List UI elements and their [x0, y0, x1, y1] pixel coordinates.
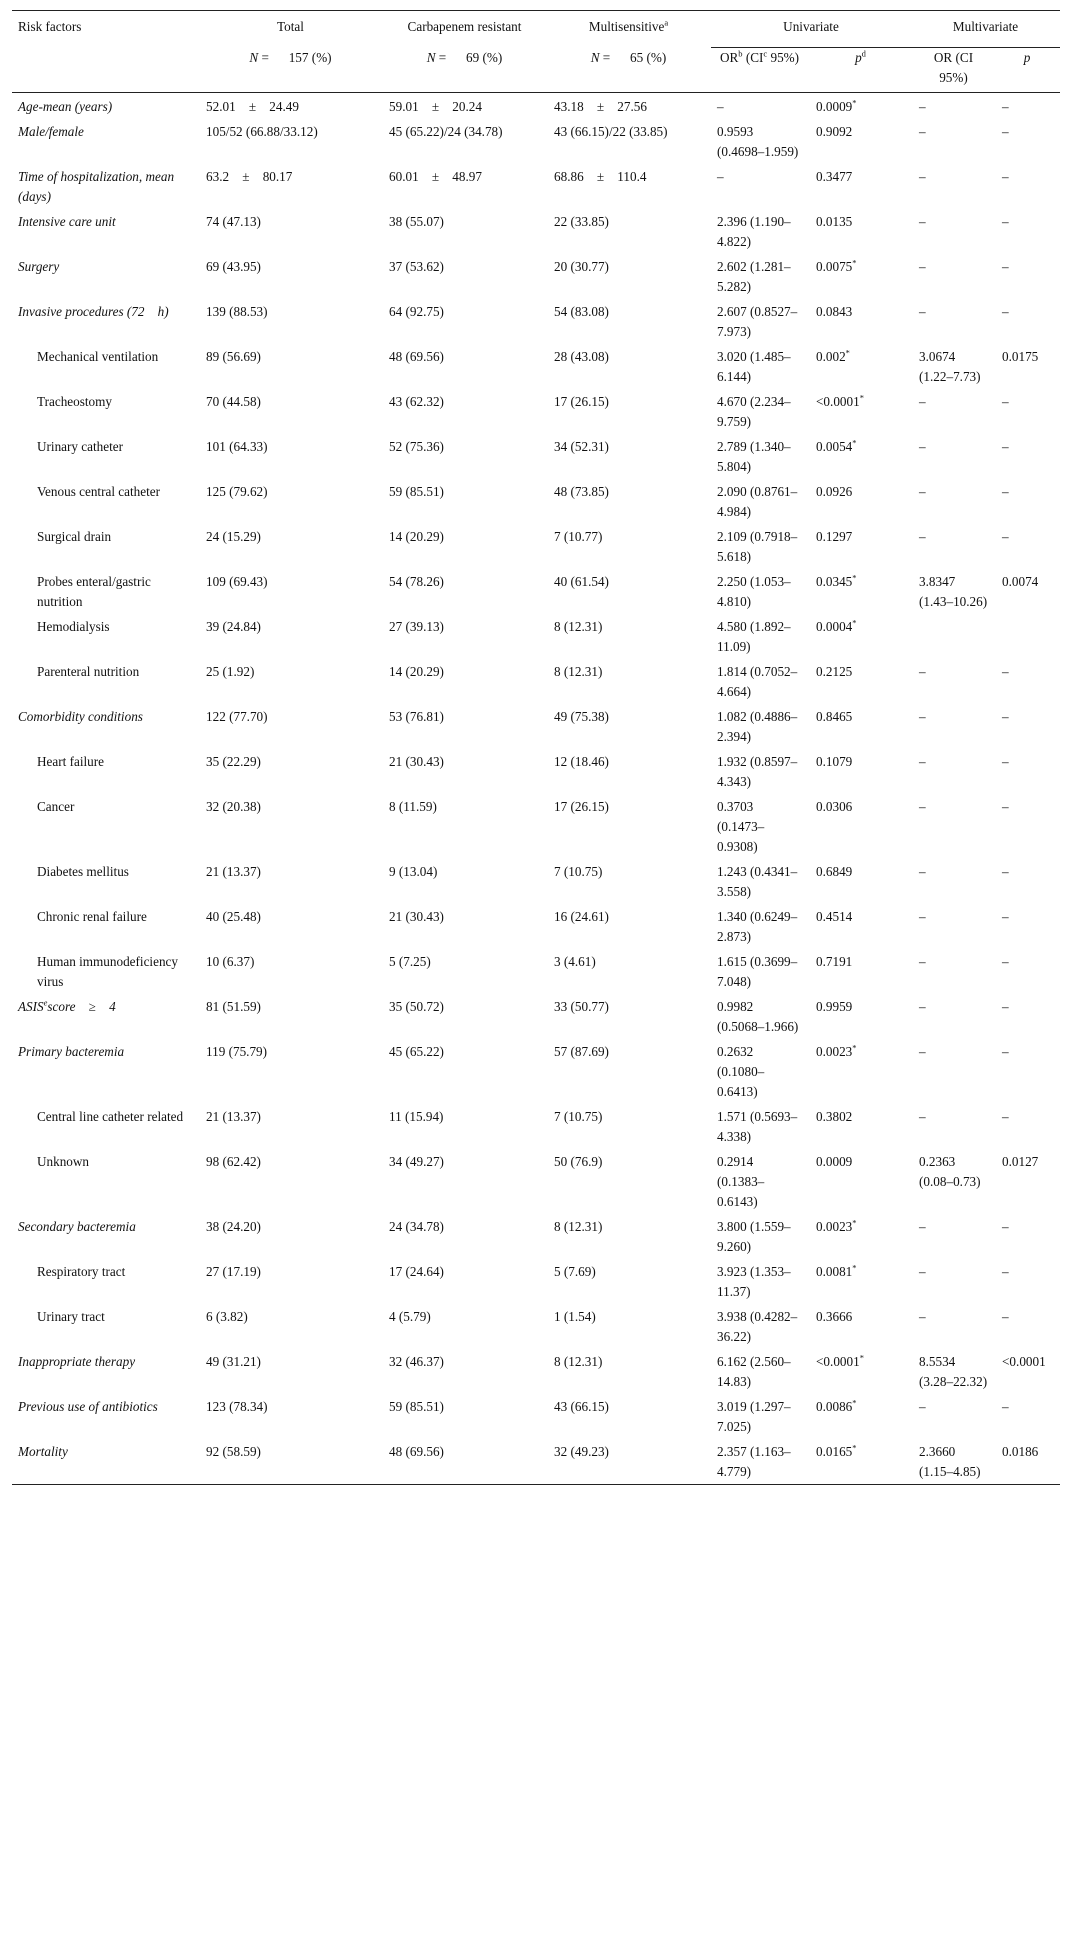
cell-p-value: 0.0004* [816, 617, 857, 634]
row-label: Intensive care unit [18, 214, 116, 229]
cell-mv-or-ci: – [919, 304, 926, 319]
row-label: Primary bacteremia [18, 1044, 125, 1059]
cell-mv-p: – [1002, 439, 1009, 454]
cell-p-value: 0.0306 [816, 799, 853, 814]
cell-multisensitive: 7 (10.75) [554, 1109, 603, 1124]
cell-or-ci: 6.162 (2.560–14.83) [717, 1354, 791, 1389]
header-mv-or-ci: OR (CI 95%) [913, 48, 996, 93]
row-label: Human immunodeficiency virus [37, 954, 182, 989]
cell-p-value: 0.0165* [816, 1442, 857, 1459]
cell-or-ci: 4.670 (2.234–9.759) [717, 394, 791, 429]
cell-p-value: 0.4514 [816, 909, 853, 924]
cell-multisensitive: 33 (50.77) [554, 999, 609, 1014]
cell-total: 125 (79.62) [206, 484, 268, 499]
cell-multisensitive: 34 (52.31) [554, 439, 609, 454]
cell-total: 89 (56.69) [206, 349, 261, 364]
cell-mv-p: – [1002, 1309, 1009, 1324]
cell-multisensitive: 43 (66.15) [554, 1399, 609, 1414]
header-n-carbapenem: N = 69 (%) [383, 48, 548, 93]
cell-mv-or-ci: – [919, 1044, 926, 1059]
row-label: Inappropriate therapy [18, 1354, 136, 1369]
row-label: Central line catheter related [37, 1109, 184, 1124]
cell-mv-p: – [1002, 1264, 1009, 1279]
cell-carbapenem: 14 (20.29) [389, 664, 444, 679]
cell-total: 38 (24.20) [206, 1219, 261, 1234]
table-row [12, 209, 1060, 254]
cell-multisensitive: 57 (87.69) [554, 1044, 609, 1059]
cell-carbapenem: 52 (75.36) [389, 439, 444, 454]
cell-carbapenem: 45 (65.22)/24 (34.78) [389, 124, 503, 139]
row-label: Mechanical ventilation [37, 349, 159, 364]
cell-mv-p: – [1002, 304, 1009, 319]
cell-or-ci: 3.938 (0.4282–36.22) [717, 1309, 798, 1344]
cell-mv-or-ci: – [919, 1109, 926, 1124]
cell-p-value: 0.2125 [816, 664, 853, 679]
cell-carbapenem: 59.01 ± 20.24 [389, 99, 482, 114]
cell-mv-or-ci: – [919, 709, 926, 724]
cell-total: 92 (58.59) [206, 1444, 261, 1459]
cell-or-ci: 0.2632 (0.1080–0.6413) [717, 1044, 765, 1099]
cell-multisensitive: 17 (26.15) [554, 799, 609, 814]
cell-carbapenem: 21 (30.43) [389, 909, 444, 924]
header-blank [12, 48, 200, 93]
cell-p-value: 0.9092 [816, 124, 853, 139]
risk-factors-table [12, 10, 1060, 1485]
cell-p-value: 0.1297 [816, 529, 853, 544]
cell-mv-or-ci: 0.2363 (0.08–0.73) [919, 1154, 981, 1189]
cell-carbapenem: 54 (78.26) [389, 574, 444, 589]
cell-or-ci: 1.932 (0.8597–4.343) [717, 754, 798, 789]
cell-or-ci: 2.602 (1.281–5.282) [717, 259, 791, 294]
cell-mv-p: 0.0175 [1002, 349, 1039, 364]
cell-carbapenem: 17 (24.64) [389, 1264, 444, 1279]
row-label: Probes enteral/gastric nutrition [37, 574, 155, 609]
cell-total: 69 (43.95) [206, 259, 261, 274]
cell-or-ci: 2.090 (0.8761–4.984) [717, 484, 798, 519]
cell-multisensitive: 3 (4.61) [554, 954, 596, 969]
cell-p-value: <0.0001* [816, 392, 864, 409]
cell-mv-p: – [1002, 169, 1009, 184]
header-univariate: Univariate [711, 11, 913, 48]
cell-total: 40 (25.48) [206, 909, 261, 924]
cell-carbapenem: 32 (46.37) [389, 1354, 444, 1369]
table-row [12, 1104, 1060, 1149]
cell-multisensitive: 48 (73.85) [554, 484, 609, 499]
cell-mv-or-ci: – [919, 1264, 926, 1279]
cell-carbapenem: 59 (85.51) [389, 1399, 444, 1414]
cell-multisensitive: 50 (76.9) [554, 1154, 603, 1169]
row-label: Surgical drain [37, 529, 112, 544]
cell-or-ci: 2.789 (1.340–5.804) [717, 439, 791, 474]
row-label: Parenteral nutrition [37, 664, 140, 679]
cell-mv-p: 0.0127 [1002, 1154, 1039, 1169]
cell-mv-or-ci: – [919, 99, 926, 114]
table-row [12, 93, 1060, 120]
table-row [12, 1439, 1060, 1485]
cell-or-ci: 3.019 (1.297–7.025) [717, 1399, 791, 1434]
cell-mv-p: – [1002, 999, 1009, 1014]
cell-mv-p: <0.0001 [1002, 1354, 1046, 1369]
table-row [12, 659, 1060, 704]
cell-or-ci: 1.243 (0.4341–3.558) [717, 864, 798, 899]
cell-multisensitive: 8 (12.31) [554, 619, 603, 634]
cell-p-value: 0.0081* [816, 1262, 857, 1279]
cell-carbapenem: 5 (7.25) [389, 954, 431, 969]
cell-mv-p: – [1002, 909, 1009, 924]
header-p-value: $p^d$ [810, 48, 913, 93]
cell-total: 35 (22.29) [206, 754, 261, 769]
cell-total: 101 (64.33) [206, 439, 268, 454]
row-label: Hemodialysis [37, 619, 110, 634]
cell-multisensitive: 16 (24.61) [554, 909, 609, 924]
cell-total: 63.2 ± 80.17 [206, 169, 293, 184]
cell-mv-p: – [1002, 799, 1009, 814]
cell-or-ci: 1.082 (0.4886–2.394) [717, 709, 798, 744]
row-label: Cancer [37, 799, 75, 814]
cell-multisensitive: 28 (43.08) [554, 349, 609, 364]
table-row [12, 254, 1060, 299]
cell-carbapenem: 11 (15.94) [389, 1109, 444, 1124]
header-mv-p: p [996, 48, 1060, 93]
table-row [12, 1149, 1060, 1214]
cell-mv-or-ci: – [919, 664, 926, 679]
cell-mv-p: – [1002, 1044, 1009, 1059]
cell-multisensitive: 20 (30.77) [554, 259, 609, 274]
table-row [12, 614, 1060, 659]
cell-multisensitive: 17 (26.15) [554, 394, 609, 409]
cell-p-value: <0.0001* [816, 1352, 864, 1369]
header-n-multisensitive: N = 65 (%) [548, 48, 711, 93]
row-label: ASIS$^e$score ≥ 4 [18, 997, 116, 1014]
cell-p-value: 0.0009 [816, 1154, 853, 1169]
cell-multisensitive: 40 (61.54) [554, 574, 609, 589]
cell-multisensitive: 7 (10.75) [554, 864, 603, 879]
row-label: Comorbidity conditions [18, 709, 143, 724]
cell-carbapenem: 64 (92.75) [389, 304, 444, 319]
cell-total: 25 (1.92) [206, 664, 255, 679]
cell-total: 109 (69.43) [206, 574, 268, 589]
cell-or-ci: 0.3703 (0.1473–0.9308) [717, 799, 765, 854]
cell-total: 81 (51.59) [206, 999, 261, 1014]
cell-mv-or-ci: – [919, 999, 926, 1014]
cell-multisensitive: 8 (12.31) [554, 664, 603, 679]
table-row [12, 164, 1060, 209]
cell-total: 139 (88.53) [206, 304, 268, 319]
table-row [12, 1259, 1060, 1304]
cell-mv-or-ci: – [919, 1399, 926, 1414]
cell-total: 49 (31.21) [206, 1354, 261, 1369]
cell-total: 123 (78.34) [206, 1399, 268, 1414]
row-label: Heart failure [37, 754, 104, 769]
cell-p-value: 0.0135 [816, 214, 853, 229]
cell-p-value: 0.0075* [816, 257, 857, 274]
row-label: Previous use of antibiotics [18, 1399, 158, 1414]
header-multivariate: Multivariate [913, 11, 1060, 48]
cell-mv-or-ci: – [919, 439, 926, 454]
cell-p-value: 0.6849 [816, 864, 853, 879]
table-body [12, 93, 1060, 1485]
header-n-total: N = 157 (%) [200, 48, 383, 93]
cell-multisensitive: 12 (18.46) [554, 754, 609, 769]
cell-mv-p: – [1002, 709, 1009, 724]
cell-total: 32 (20.38) [206, 799, 261, 814]
header-risk-factors: Risk factors [18, 19, 82, 34]
cell-carbapenem: 53 (76.81) [389, 709, 444, 724]
table-row [12, 1304, 1060, 1349]
cell-carbapenem: 38 (55.07) [389, 214, 444, 229]
cell-p-value: 0.3477 [816, 169, 853, 184]
cell-carbapenem: 27 (39.13) [389, 619, 444, 634]
cell-p-value: 0.0843 [816, 304, 853, 319]
cell-multisensitive: 43.18 ± 27.56 [554, 99, 647, 114]
cell-total: 27 (17.19) [206, 1264, 261, 1279]
row-label: Venous central catheter [37, 484, 161, 499]
cell-multisensitive: 43 (66.15)/22 (33.85) [554, 124, 668, 139]
cell-carbapenem: 60.01 ± 48.97 [389, 169, 482, 184]
table-row [12, 859, 1060, 904]
cell-total: 74 (47.13) [206, 214, 261, 229]
header-carbapenem: Carbapenem resistant [407, 19, 522, 34]
table-row [12, 749, 1060, 794]
cell-mv-or-ci: 8.5534 (3.28–22.32) [919, 1354, 988, 1389]
cell-p-value: 0.9959 [816, 999, 853, 1014]
cell-carbapenem: 59 (85.51) [389, 484, 444, 499]
cell-total: 21 (13.37) [206, 864, 261, 879]
cell-mv-or-ci: – [919, 1309, 926, 1324]
cell-carbapenem: 14 (20.29) [389, 529, 444, 544]
table-row [12, 299, 1060, 344]
cell-multisensitive: 8 (12.31) [554, 1354, 603, 1369]
cell-mv-or-ci: 3.0674 (1.22–7.73) [919, 349, 981, 384]
table-row [12, 949, 1060, 994]
cell-mv-or-ci: 2.3660 (1.15–4.85) [919, 1444, 981, 1479]
cell-carbapenem: 34 (49.27) [389, 1154, 444, 1169]
cell-or-ci: 0.9593 (0.4698–1.959) [717, 124, 799, 159]
cell-mv-or-ci: – [919, 529, 926, 544]
cell-mv-p: – [1002, 259, 1009, 274]
cell-mv-or-ci: – [919, 394, 926, 409]
row-label: Secondary bacteremia [18, 1219, 136, 1234]
cell-p-value: 0.0009* [816, 97, 857, 114]
cell-or-ci: 0.9982 (0.5068–1.966) [717, 999, 799, 1034]
cell-mv-p: 0.0074 [1002, 574, 1039, 589]
cell-carbapenem: 43 (62.32) [389, 394, 444, 409]
cell-carbapenem: 48 (69.56) [389, 1444, 444, 1459]
cell-mv-p: – [1002, 954, 1009, 969]
cell-mv-p: – [1002, 394, 1009, 409]
cell-or-ci: 2.607 (0.8527–7.973) [717, 304, 798, 339]
cell-mv-or-ci: – [919, 169, 926, 184]
table-row [12, 904, 1060, 949]
cell-total: 52.01 ± 24.49 [206, 99, 299, 114]
cell-total: 24 (15.29) [206, 529, 261, 544]
cell-mv-or-ci [913, 614, 996, 659]
cell-or-ci: 4.580 (1.892–11.09) [717, 619, 791, 654]
cell-p-value: 0.8465 [816, 709, 853, 724]
cell-mv-p: – [1002, 1399, 1009, 1414]
cell-carbapenem: 21 (30.43) [389, 754, 444, 769]
cell-carbapenem: 37 (53.62) [389, 259, 444, 274]
row-label: Male/female [18, 124, 84, 139]
table-header [12, 11, 1060, 93]
cell-mv-or-ci: – [919, 909, 926, 924]
row-label: Time of hospitalization, mean (days) [18, 169, 178, 204]
cell-mv-p: 0.0186 [1002, 1444, 1039, 1459]
row-label: Diabetes mellitus [37, 864, 129, 879]
cell-or-ci: 2.396 (1.190–4.822) [717, 214, 791, 249]
cell-mv-or-ci: – [919, 214, 926, 229]
cell-p-value: 0.3666 [816, 1309, 853, 1324]
header-total: Total [277, 19, 304, 34]
cell-or-ci: – [717, 99, 724, 114]
cell-total: 21 (13.37) [206, 1109, 261, 1124]
cell-p-value: 0.0926 [816, 484, 853, 499]
cell-mv-p [996, 614, 1060, 659]
cell-mv-p: – [1002, 529, 1009, 544]
cell-multisensitive: 8 (12.31) [554, 1219, 603, 1234]
table-row [12, 389, 1060, 434]
cell-carbapenem: 24 (34.78) [389, 1219, 444, 1234]
row-label: Invasive procedures (72 h) [18, 304, 169, 319]
cell-total: 10 (6.37) [206, 954, 255, 969]
cell-mv-or-ci: – [919, 484, 926, 499]
table-row [12, 1039, 1060, 1104]
cell-mv-or-ci: – [919, 799, 926, 814]
cell-carbapenem: 4 (5.79) [389, 1309, 431, 1324]
cell-mv-p: – [1002, 1219, 1009, 1234]
table-row [12, 1394, 1060, 1439]
row-label: Urinary tract [37, 1309, 105, 1324]
cell-carbapenem: 45 (65.22) [389, 1044, 444, 1059]
cell-mv-p: – [1002, 124, 1009, 139]
table-row [12, 794, 1060, 859]
cell-or-ci: 2.357 (1.163–4.779) [717, 1444, 791, 1479]
cell-mv-p: – [1002, 864, 1009, 879]
cell-multisensitive: 32 (49.23) [554, 1444, 609, 1459]
table-row [12, 434, 1060, 479]
table-row [12, 344, 1060, 389]
cell-or-ci: – [717, 169, 724, 184]
cell-multisensitive: 7 (10.77) [554, 529, 603, 544]
row-label: Unknown [37, 1154, 90, 1169]
cell-p-value: 0.0086* [816, 1397, 857, 1414]
cell-mv-or-ci: 3.8347 (1.43–10.26) [919, 574, 988, 609]
cell-p-value: 0.1079 [816, 754, 853, 769]
cell-or-ci: 1.814 (0.7052–4.664) [717, 664, 798, 699]
cell-total: 39 (24.84) [206, 619, 261, 634]
cell-multisensitive: 1 (1.54) [554, 1309, 596, 1324]
table-row [12, 994, 1060, 1039]
cell-mv-or-ci: – [919, 954, 926, 969]
row-label: Surgery [18, 259, 60, 274]
cell-or-ci: 3.923 (1.353–11.37) [717, 1264, 791, 1299]
cell-p-value: 0.7191 [816, 954, 853, 969]
cell-p-value: 0.3802 [816, 1109, 853, 1124]
cell-p-value: 0.0345* [816, 572, 857, 589]
row-label: Age-mean (years) [18, 99, 113, 114]
cell-or-ci: 1.340 (0.6249–2.873) [717, 909, 798, 944]
cell-mv-p: – [1002, 484, 1009, 499]
cell-or-ci: 0.2914 (0.1383–0.6143) [717, 1154, 765, 1209]
cell-total: 98 (62.42) [206, 1154, 261, 1169]
table-row [12, 524, 1060, 569]
table-row [12, 1349, 1060, 1394]
cell-mv-or-ci: – [919, 864, 926, 879]
cell-multisensitive: 54 (83.08) [554, 304, 609, 319]
cell-or-ci: 3.800 (1.559–9.260) [717, 1219, 791, 1254]
cell-or-ci: 1.571 (0.5693–4.338) [717, 1109, 798, 1144]
cell-or-ci: 2.250 (1.053–4.810) [717, 574, 791, 609]
cell-or-ci: 3.020 (1.485–6.144) [717, 349, 791, 384]
cell-multisensitive: 22 (33.85) [554, 214, 609, 229]
cell-mv-p: – [1002, 99, 1009, 114]
cell-p-value: 0.0023* [816, 1042, 857, 1059]
cell-or-ci: 1.615 (0.3699–7.048) [717, 954, 798, 989]
cell-p-value: 0.0023* [816, 1217, 857, 1234]
cell-total: 70 (44.58) [206, 394, 261, 409]
cell-multisensitive: 49 (75.38) [554, 709, 609, 724]
cell-mv-or-ci: – [919, 1219, 926, 1234]
cell-mv-p: – [1002, 754, 1009, 769]
cell-mv-or-ci: – [919, 259, 926, 274]
row-label: Tracheostomy [37, 394, 112, 409]
header-multisensitive: Multisensitive$^a$ [588, 17, 669, 34]
table-row [12, 479, 1060, 524]
cell-multisensitive: 5 (7.69) [554, 1264, 596, 1279]
cell-multisensitive: 68.86 ± 110.4 [554, 169, 647, 184]
cell-total: 122 (77.70) [206, 709, 268, 724]
cell-carbapenem: 48 (69.56) [389, 349, 444, 364]
cell-mv-p: – [1002, 1109, 1009, 1124]
cell-mv-or-ci: – [919, 754, 926, 769]
row-label: Mortality [18, 1444, 68, 1459]
cell-carbapenem: 35 (50.72) [389, 999, 444, 1014]
cell-mv-or-ci: – [919, 124, 926, 139]
table-row [12, 704, 1060, 749]
cell-or-ci: 2.109 (0.7918–5.618) [717, 529, 798, 564]
cell-total: 105/52 (66.88/33.12) [206, 124, 318, 139]
cell-p-value: 0.002* [816, 347, 850, 364]
cell-carbapenem: 8 (11.59) [389, 799, 437, 814]
table-row [12, 1214, 1060, 1259]
cell-mv-p: – [1002, 214, 1009, 229]
cell-carbapenem: 9 (13.04) [389, 864, 438, 879]
cell-mv-p: – [1002, 664, 1009, 679]
table-row [12, 119, 1060, 164]
table-row [12, 569, 1060, 614]
row-label: Chronic renal failure [37, 909, 147, 924]
cell-total: 119 (75.79) [206, 1044, 268, 1059]
header-or-ci: $OR^b$ ($CI^c$ 95%) [711, 48, 810, 93]
cell-total: 6 (3.82) [206, 1309, 248, 1324]
cell-p-value: 0.0054* [816, 437, 857, 454]
row-label: Urinary catheter [37, 439, 124, 454]
row-label: Respiratory tract [37, 1264, 126, 1279]
